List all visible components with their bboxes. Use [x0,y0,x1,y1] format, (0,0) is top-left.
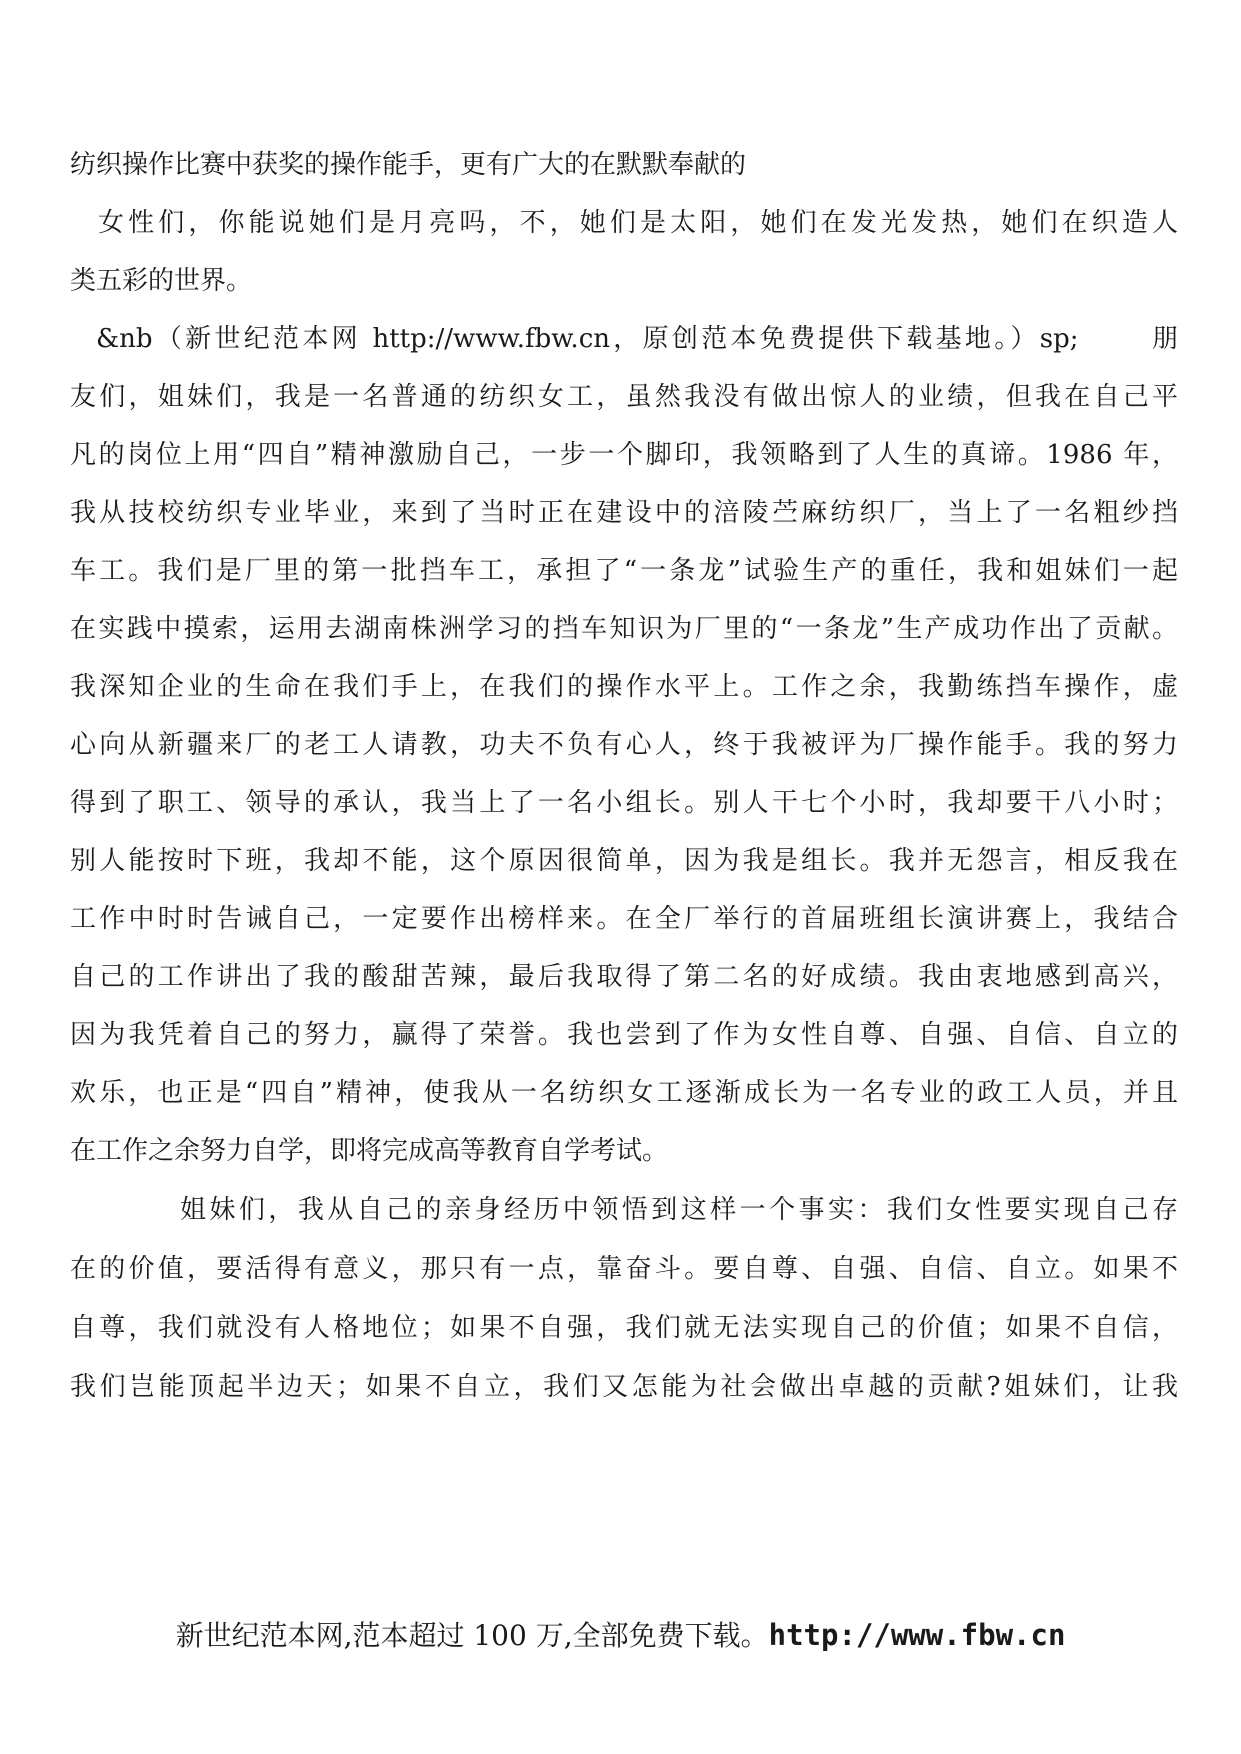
text-line-21: 自尊，我们就没有人格地位；如果不自强，我们就无法实现自己的价值；如果不自信， [70,1313,1178,1343]
text-line-3: 类五彩的世界。 [70,266,253,296]
text-line-8: 车工。我们是厂里的第一批挡车工，承担了“一条龙”试验生产的重任，我和姐妹们一起 [70,556,1178,586]
text-line-22: 我们岂能顶起半边天；如果不自立，我们又怎能为社会做出卓越的贡献?姐妹们，让我 [70,1372,1178,1402]
text-line-11: 心向从新疆来厂的老工人请教，功夫不负有心人，终于我被评为厂操作能手。我的努力 [70,730,1178,760]
text-line-10: 我深知企业的生命在我们手上，在我们的操作水平上。工作之余，我勤练挡车操作，虚 [70,672,1178,702]
text-line-14: 工作中时时告诫自己，一定要作出榜样来。在全厂举行的首届班组长演讲赛上，我结合 [70,904,1178,934]
text-line-18: 在工作之余努力自学，即将完成高等教育自学考试。 [70,1136,669,1166]
text-line-13: 别人能按时下班，我却不能，这个原因很简单，因为我是组长。我并无怨言，相反我在 [70,846,1178,876]
text-line-20: 在的价值，要活得有意义，那只有一点，靠奋斗。要自尊、自强、自信、自立。如果不 [70,1254,1178,1284]
text-line-9: 在实践中摸索，运用去湖南株洲学习的挡车知识为厂里的“一条龙”生产成功作出了贡献。 [70,614,1178,644]
text-line-4: &nb（新世纪范本网 http://www.fbw.cn，原创范本免费提供下载基地。）sp; 朋 [96,324,1178,354]
text-line-19: 姐妹们，我从自己的亲身经历中领悟到这样一个事实：我们女性要实现自己存 [180,1195,1178,1225]
text-line-15: 自己的工作讲出了我的酸甜苦辣，最后我取得了第二名的好成绩。我由衷地感到高兴， [70,962,1178,992]
footer-link[interactable]: http://www.fbw.cn [768,1618,1066,1652]
footer-text: 新世纪范本网,范本超过 100 万,全部免费下载。 [175,1619,769,1652]
text-line-5: 友们，姐妹们，我是一名普通的纺织女工，虽然我没有做出惊人的业绩，但我在自己平 [70,382,1178,412]
text-line-16: 因为我凭着自己的努力，赢得了荣誉。我也尝到了作为女性自尊、自强、自信、自立的 [70,1020,1178,1050]
text-line-1: 纺织操作比赛中获奖的操作能手，更有广大的在默默奉献的 [70,150,747,180]
text-line-12: 得到了职工、领导的承认，我当上了一名小组长。别人干七个小时，我却要干八小时； [70,788,1178,818]
text-line-7: 我从技校纺织专业毕业，来到了当时正在建设中的涪陵苎麻纺织厂，当上了一名粗纱挡 [70,498,1178,528]
page-footer [0,1610,1241,1660]
text-line-6: 凡的岗位上用“四自”精神激励自己，一步一个脚印，我领略到了人生的真谛。1986 年， [70,440,1178,470]
text-line-2: 女性们，你能说她们是月亮吗，不，她们是太阳，她们在发光发热，她们在织造人 [98,208,1178,238]
text-line-17: 欢乐，也正是“四自”精神，使我从一名纺织女工逐渐成长为一名专业的政工人员，并且 [70,1078,1178,1108]
